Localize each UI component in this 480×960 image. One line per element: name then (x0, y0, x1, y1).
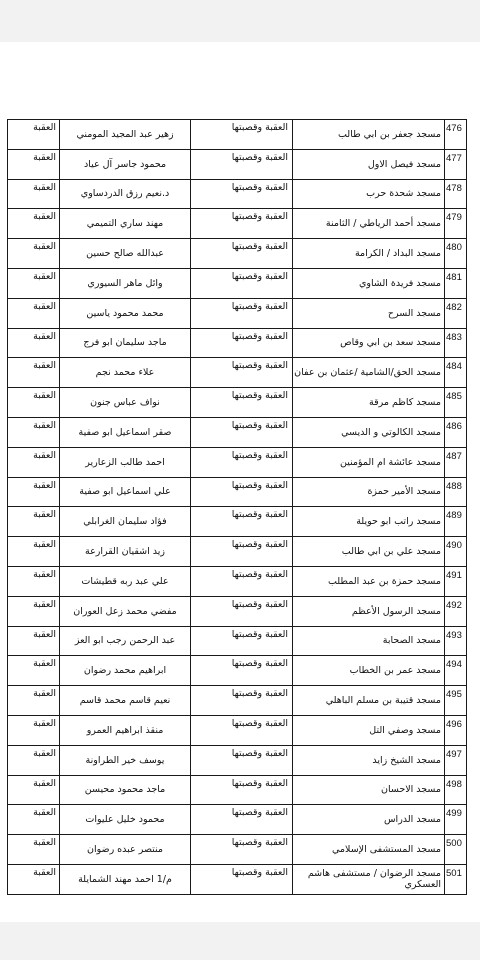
number-cell: 478 (445, 179, 467, 209)
mosque-cell: مسجد السرح (293, 298, 445, 328)
mosque-cell: مسجد أحمد الرياطي / الثامنة (293, 209, 445, 239)
region-cell: العقبة (8, 417, 60, 447)
region-cell: العقبة (8, 388, 60, 418)
district-cell: العقبة وقصبتها (191, 268, 293, 298)
mosque-cell: مسجد قتيبة بن مسلم الباهلي (293, 686, 445, 716)
number-cell: 500 (445, 835, 467, 865)
region-cell: العقبة (8, 745, 60, 775)
number-cell: 477 (445, 149, 467, 179)
district-cell: العقبة وقصبتها (191, 328, 293, 358)
number-cell: 483 (445, 328, 467, 358)
person-cell: منقذ ابراهيم العمرو (60, 715, 191, 745)
number-cell: 485 (445, 388, 467, 418)
mosque-cell: مسجد وصفي التل (293, 715, 445, 745)
district-cell: العقبة وقصبتها (191, 209, 293, 239)
person-cell: مهند ساري التميمي (60, 209, 191, 239)
mosque-cell: مسجد الأمير حمزة (293, 477, 445, 507)
region-cell: العقبة (8, 715, 60, 745)
table-row (8, 358, 467, 388)
number-cell: 493 (445, 626, 467, 656)
person-cell: منتصر عبده رضوان (60, 835, 191, 865)
person-cell: علاء محمد نجم (60, 358, 191, 388)
table-body (8, 120, 467, 895)
number-cell: 481 (445, 268, 467, 298)
person-cell: د.نعيم رزق الدردساوي (60, 179, 191, 209)
district-cell: العقبة وقصبتها (191, 864, 293, 894)
region-cell: العقبة (8, 239, 60, 269)
table-row (8, 268, 467, 298)
district-cell: العقبة وقصبتها (191, 477, 293, 507)
number-cell: 490 (445, 537, 467, 567)
table-row (8, 745, 467, 775)
mosque-cell: مسجد الرضوان / مستشفى هاشم العسكري (293, 864, 445, 894)
mosque-cell: مسجد الدراس (293, 805, 445, 835)
number-cell: 488 (445, 477, 467, 507)
mosque-cell: مسجد الاحسان (293, 775, 445, 805)
number-cell: 482 (445, 298, 467, 328)
district-cell: العقبة وقصبتها (191, 417, 293, 447)
table-row (8, 298, 467, 328)
table-row (8, 715, 467, 745)
region-cell: العقبة (8, 149, 60, 179)
region-cell: العقبة (8, 358, 60, 388)
table-row (8, 507, 467, 537)
number-cell: 496 (445, 715, 467, 745)
region-cell: العقبة (8, 179, 60, 209)
region-cell: العقبة (8, 626, 60, 656)
mosque-cell: مسجد الصحابة (293, 626, 445, 656)
region-cell: العقبة (8, 447, 60, 477)
number-cell: 495 (445, 686, 467, 716)
person-cell: نواف عباس جنون (60, 388, 191, 418)
table-row (8, 477, 467, 507)
mosque-cell: مسجد الشيخ زايد (293, 745, 445, 775)
district-cell: العقبة وقصبتها (191, 149, 293, 179)
mosque-cell: مسجد علي بن ابي طالب (293, 537, 445, 567)
district-cell: العقبة وقصبتها (191, 447, 293, 477)
person-cell: محمود خليل عليوات (60, 805, 191, 835)
person-cell: يوسف خير الطراونة (60, 745, 191, 775)
district-cell: العقبة وقصبتها (191, 120, 293, 150)
mosque-cell: مسجد الكالوتي و الديسي (293, 417, 445, 447)
number-cell: 476 (445, 120, 467, 150)
number-cell: 487 (445, 447, 467, 477)
region-cell: العقبة (8, 775, 60, 805)
table-row (8, 447, 467, 477)
table-row (8, 656, 467, 686)
region-cell: العقبة (8, 537, 60, 567)
person-cell: عبدالله صالح حسين (60, 239, 191, 269)
person-cell: ابراهيم محمد رضوان (60, 656, 191, 686)
district-cell: العقبة وقصبتها (191, 686, 293, 716)
table-row (8, 388, 467, 418)
table-row (8, 239, 467, 269)
person-cell: ماجد محمود محيسن (60, 775, 191, 805)
person-cell: محمود جاسر آل عياد (60, 149, 191, 179)
person-cell: علي عبد ربه قطيشات (60, 566, 191, 596)
document-page (0, 42, 480, 922)
region-cell: العقبة (8, 328, 60, 358)
number-cell: 480 (445, 239, 467, 269)
number-cell: 491 (445, 566, 467, 596)
table-row (8, 566, 467, 596)
table-row (8, 805, 467, 835)
mosque-cell: مسجد البداد / الكرامة (293, 239, 445, 269)
person-cell: زهير عبد المجيد المومني (60, 120, 191, 150)
region-cell: العقبة (8, 835, 60, 865)
mosque-cell: مسجد حمزة بن عبد المطلب (293, 566, 445, 596)
region-cell: العقبة (8, 805, 60, 835)
mosque-cell: مسجد عمر بن الخطاب (293, 656, 445, 686)
district-cell: العقبة وقصبتها (191, 835, 293, 865)
person-cell: زيد اشقيان القرارعة (60, 537, 191, 567)
mosque-cell: مسجد راتب ابو حويلة (293, 507, 445, 537)
table-row (8, 626, 467, 656)
number-cell: 486 (445, 417, 467, 447)
region-cell: العقبة (8, 209, 60, 239)
region-cell: العقبة (8, 268, 60, 298)
person-cell: ماجد سليمان ابو فرج (60, 328, 191, 358)
region-cell: العقبة (8, 477, 60, 507)
mosque-cell: مسجد المستشفى الإسلامي (293, 835, 445, 865)
district-cell: العقبة وقصبتها (191, 656, 293, 686)
region-cell: العقبة (8, 507, 60, 537)
mosque-cell: مسجد سعد بن ابي وقاص (293, 328, 445, 358)
person-cell: فؤاد سليمان الغرابلي (60, 507, 191, 537)
region-cell: العقبة (8, 566, 60, 596)
number-cell: 499 (445, 805, 467, 835)
person-cell: علي اسماعيل ابو صفية (60, 477, 191, 507)
person-cell: عبد الرحمن رجب ابو العز (60, 626, 191, 656)
table-row (8, 417, 467, 447)
number-cell: 489 (445, 507, 467, 537)
district-cell: العقبة وقصبتها (191, 507, 293, 537)
table-row (8, 537, 467, 567)
number-cell: 479 (445, 209, 467, 239)
mosque-assignments-table (7, 119, 467, 895)
number-cell: 501 (445, 864, 467, 894)
district-cell: العقبة وقصبتها (191, 239, 293, 269)
table-row (8, 835, 467, 865)
table-row (8, 120, 467, 150)
district-cell: العقبة وقصبتها (191, 358, 293, 388)
person-cell: محمد محمود ياسين (60, 298, 191, 328)
person-cell: نعيم قاسم محمد قاسم (60, 686, 191, 716)
district-cell: العقبة وقصبتها (191, 626, 293, 656)
district-cell: العقبة وقصبتها (191, 179, 293, 209)
number-cell: 492 (445, 596, 467, 626)
table-row (8, 149, 467, 179)
table-row (8, 686, 467, 716)
region-cell: العقبة (8, 120, 60, 150)
mosque-cell: مسجد كاظم مرقة (293, 388, 445, 418)
district-cell: العقبة وقصبتها (191, 745, 293, 775)
person-cell: احمد طالب الزعارير (60, 447, 191, 477)
region-cell: العقبة (8, 298, 60, 328)
person-cell: م/1 احمد مهند الشمايلة (60, 864, 191, 894)
number-cell: 484 (445, 358, 467, 388)
mosque-cell: مسجد شحدة حرب (293, 179, 445, 209)
district-cell: العقبة وقصبتها (191, 298, 293, 328)
mosque-cell: مسجد الحق/الشامية /عثمان بن عفان (293, 358, 445, 388)
person-cell: صقر اسماعيل ابو صفية (60, 417, 191, 447)
district-cell: العقبة وقصبتها (191, 805, 293, 835)
table-row (8, 864, 467, 894)
person-cell: مفضي محمد زعل العوران (60, 596, 191, 626)
region-cell: العقبة (8, 864, 60, 894)
table-row (8, 775, 467, 805)
table-row (8, 596, 467, 626)
number-cell: 494 (445, 656, 467, 686)
district-cell: العقبة وقصبتها (191, 388, 293, 418)
table-row (8, 179, 467, 209)
district-cell: العقبة وقصبتها (191, 775, 293, 805)
person-cell: وائل ماهر السيوري (60, 268, 191, 298)
mosque-cell: مسجد جعفر بن ابي طالب (293, 120, 445, 150)
district-cell: العقبة وقصبتها (191, 537, 293, 567)
district-cell: العقبة وقصبتها (191, 566, 293, 596)
mosque-cell: مسجد فريدة الشاوي (293, 268, 445, 298)
number-cell: 498 (445, 775, 467, 805)
number-cell: 497 (445, 745, 467, 775)
mosque-cell: مسجد عائشة ام المؤمنين (293, 447, 445, 477)
table-row (8, 328, 467, 358)
region-cell: العقبة (8, 656, 60, 686)
region-cell: العقبة (8, 686, 60, 716)
district-cell: العقبة وقصبتها (191, 596, 293, 626)
mosque-cell: مسجد الرسول الأعظم (293, 596, 445, 626)
district-cell: العقبة وقصبتها (191, 715, 293, 745)
region-cell: العقبة (8, 596, 60, 626)
mosque-cell: مسجد فيصل الاول (293, 149, 445, 179)
table-row (8, 209, 467, 239)
